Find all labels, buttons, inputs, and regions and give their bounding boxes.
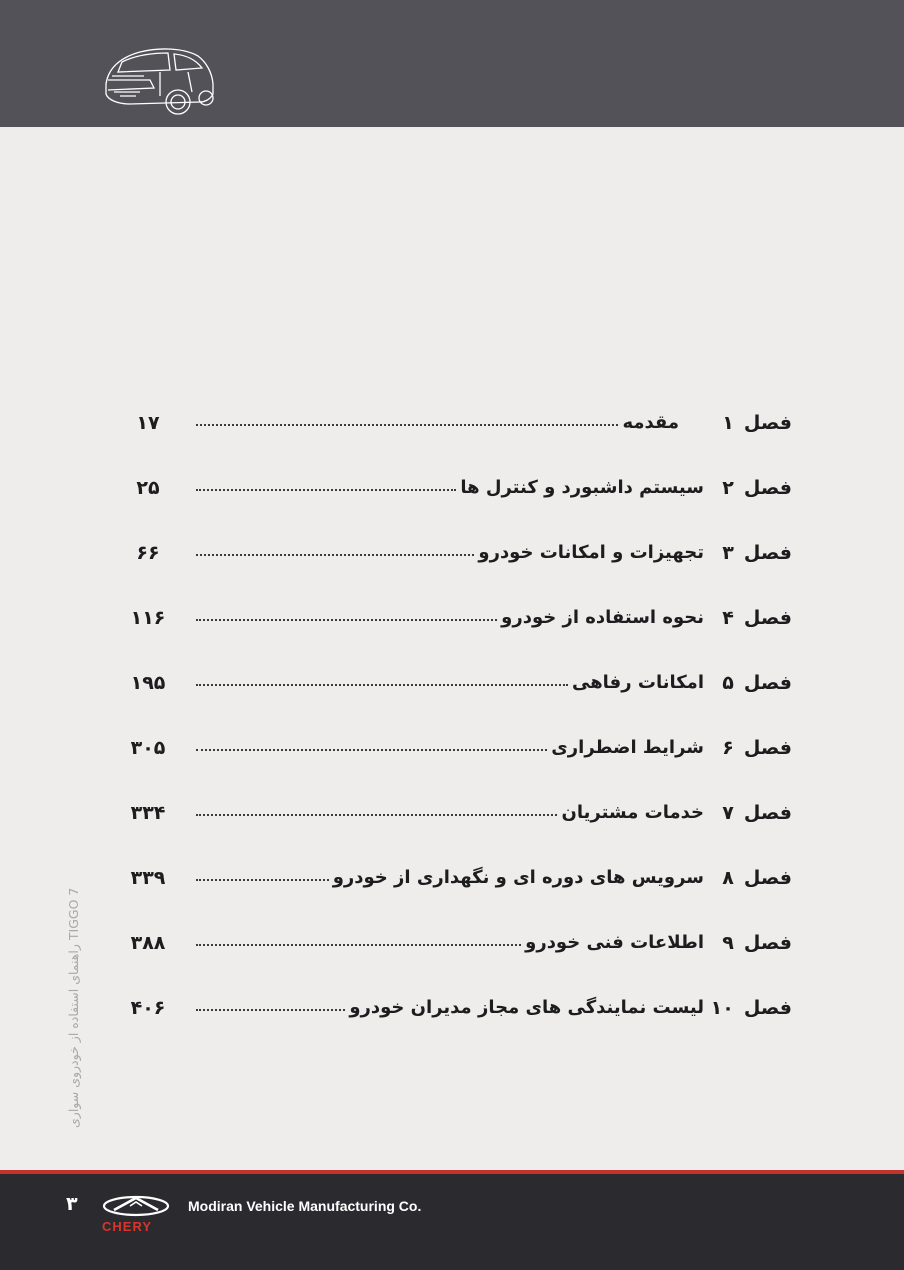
dot-leader (196, 684, 568, 686)
toc-entry (196, 737, 704, 758)
company-name: Modiran Vehicle Manufacturing Co. (188, 1198, 422, 1214)
dot-leader (196, 814, 557, 816)
toc-page-number: ۱۹۵ (130, 672, 166, 694)
chapter-label: فصل۸ (722, 867, 792, 889)
toc-page-number: ۳۳۹ (130, 867, 166, 889)
chery-logo-wordmark: CHERY (102, 1219, 153, 1234)
toc-page-number: ۳۸۸ (130, 932, 166, 954)
dot-leader (196, 944, 521, 946)
toc-page-number: ۱۷ (136, 412, 160, 434)
toc-row-chapter-5[interactable] (0, 664, 904, 704)
toc-title: خدمات مشتریان (561, 802, 704, 823)
toc-row-chapter-4[interactable] (0, 599, 904, 639)
toc-page-number: ۲۵ (136, 477, 160, 499)
page-number: ۳ (66, 1193, 78, 1215)
dot-leader (196, 1009, 345, 1011)
toc-title: سیستم داشبورد و کنترل ها (460, 477, 704, 498)
dot-leader (196, 554, 474, 556)
toc-entry (196, 542, 704, 563)
toc-row-chapter-9[interactable] (0, 924, 904, 964)
toc-row-chapter-3[interactable] (0, 534, 904, 574)
toc-row-chapter-2[interactable] (0, 469, 904, 509)
toc-page-number: ۶۶ (136, 542, 160, 564)
toc-entry (196, 607, 704, 628)
toc-entry (196, 412, 679, 433)
vertical-side-caption: TIGGO 7 راهنمای استفاده از خودروی سواری (66, 887, 81, 1128)
dot-leader (196, 749, 547, 751)
chapter-label: فصل۷ (722, 802, 792, 824)
toc-row-chapter-6[interactable] (0, 729, 904, 769)
toc-title: اطلاعات فنی خودرو (525, 932, 704, 953)
toc-title: نحوه استفاده از خودرو (501, 607, 704, 628)
chapter-label: فصل۳ (722, 542, 792, 564)
dot-leader (196, 879, 329, 881)
toc-page-number: ۴۰۶ (130, 997, 166, 1019)
toc-entry (196, 867, 704, 888)
chapter-label: فصل۵ (722, 672, 792, 694)
dot-leader (196, 619, 497, 621)
toc-page-number: ۳۳۴ (130, 802, 166, 824)
chapter-label: فصل۱۰ (710, 997, 792, 1019)
toc-title: سرویس های دوره ای و نگهداری از خودرو (332, 867, 704, 888)
toc-entry (196, 932, 704, 953)
chapter-label: فصل۹ (722, 932, 792, 954)
toc-row-chapter-10[interactable] (0, 989, 904, 1029)
chapter-label: فصل۴ (722, 607, 792, 629)
chapter-label: فصل۱ (722, 412, 792, 434)
toc-title: لیست نمایندگی های مجاز مدیران خودرو (349, 997, 704, 1018)
toc-title: تجهیزات و امکانات خودرو (478, 542, 704, 563)
toc-row-chapter-8[interactable] (0, 859, 904, 899)
toc-row-chapter-7[interactable] (0, 794, 904, 834)
toc-row-chapter-1[interactable] (0, 404, 904, 444)
toc-page-number: ۱۱۶ (130, 607, 166, 629)
toc-title: شرایط اضطراری (551, 737, 704, 758)
chapter-label: فصل۶ (722, 737, 792, 759)
toc-page-number: ۳۰۵ (130, 737, 166, 759)
toc-entry (196, 672, 704, 693)
toc-title: مقدمه (622, 412, 679, 433)
toc-entry (196, 802, 704, 823)
dot-leader (196, 489, 456, 491)
toc-entry (196, 997, 704, 1018)
toc-title: امکانات رفاهی (571, 672, 704, 693)
dot-leader (196, 424, 618, 426)
toc-entry (196, 477, 704, 498)
chapter-label: فصل۲ (722, 477, 792, 499)
